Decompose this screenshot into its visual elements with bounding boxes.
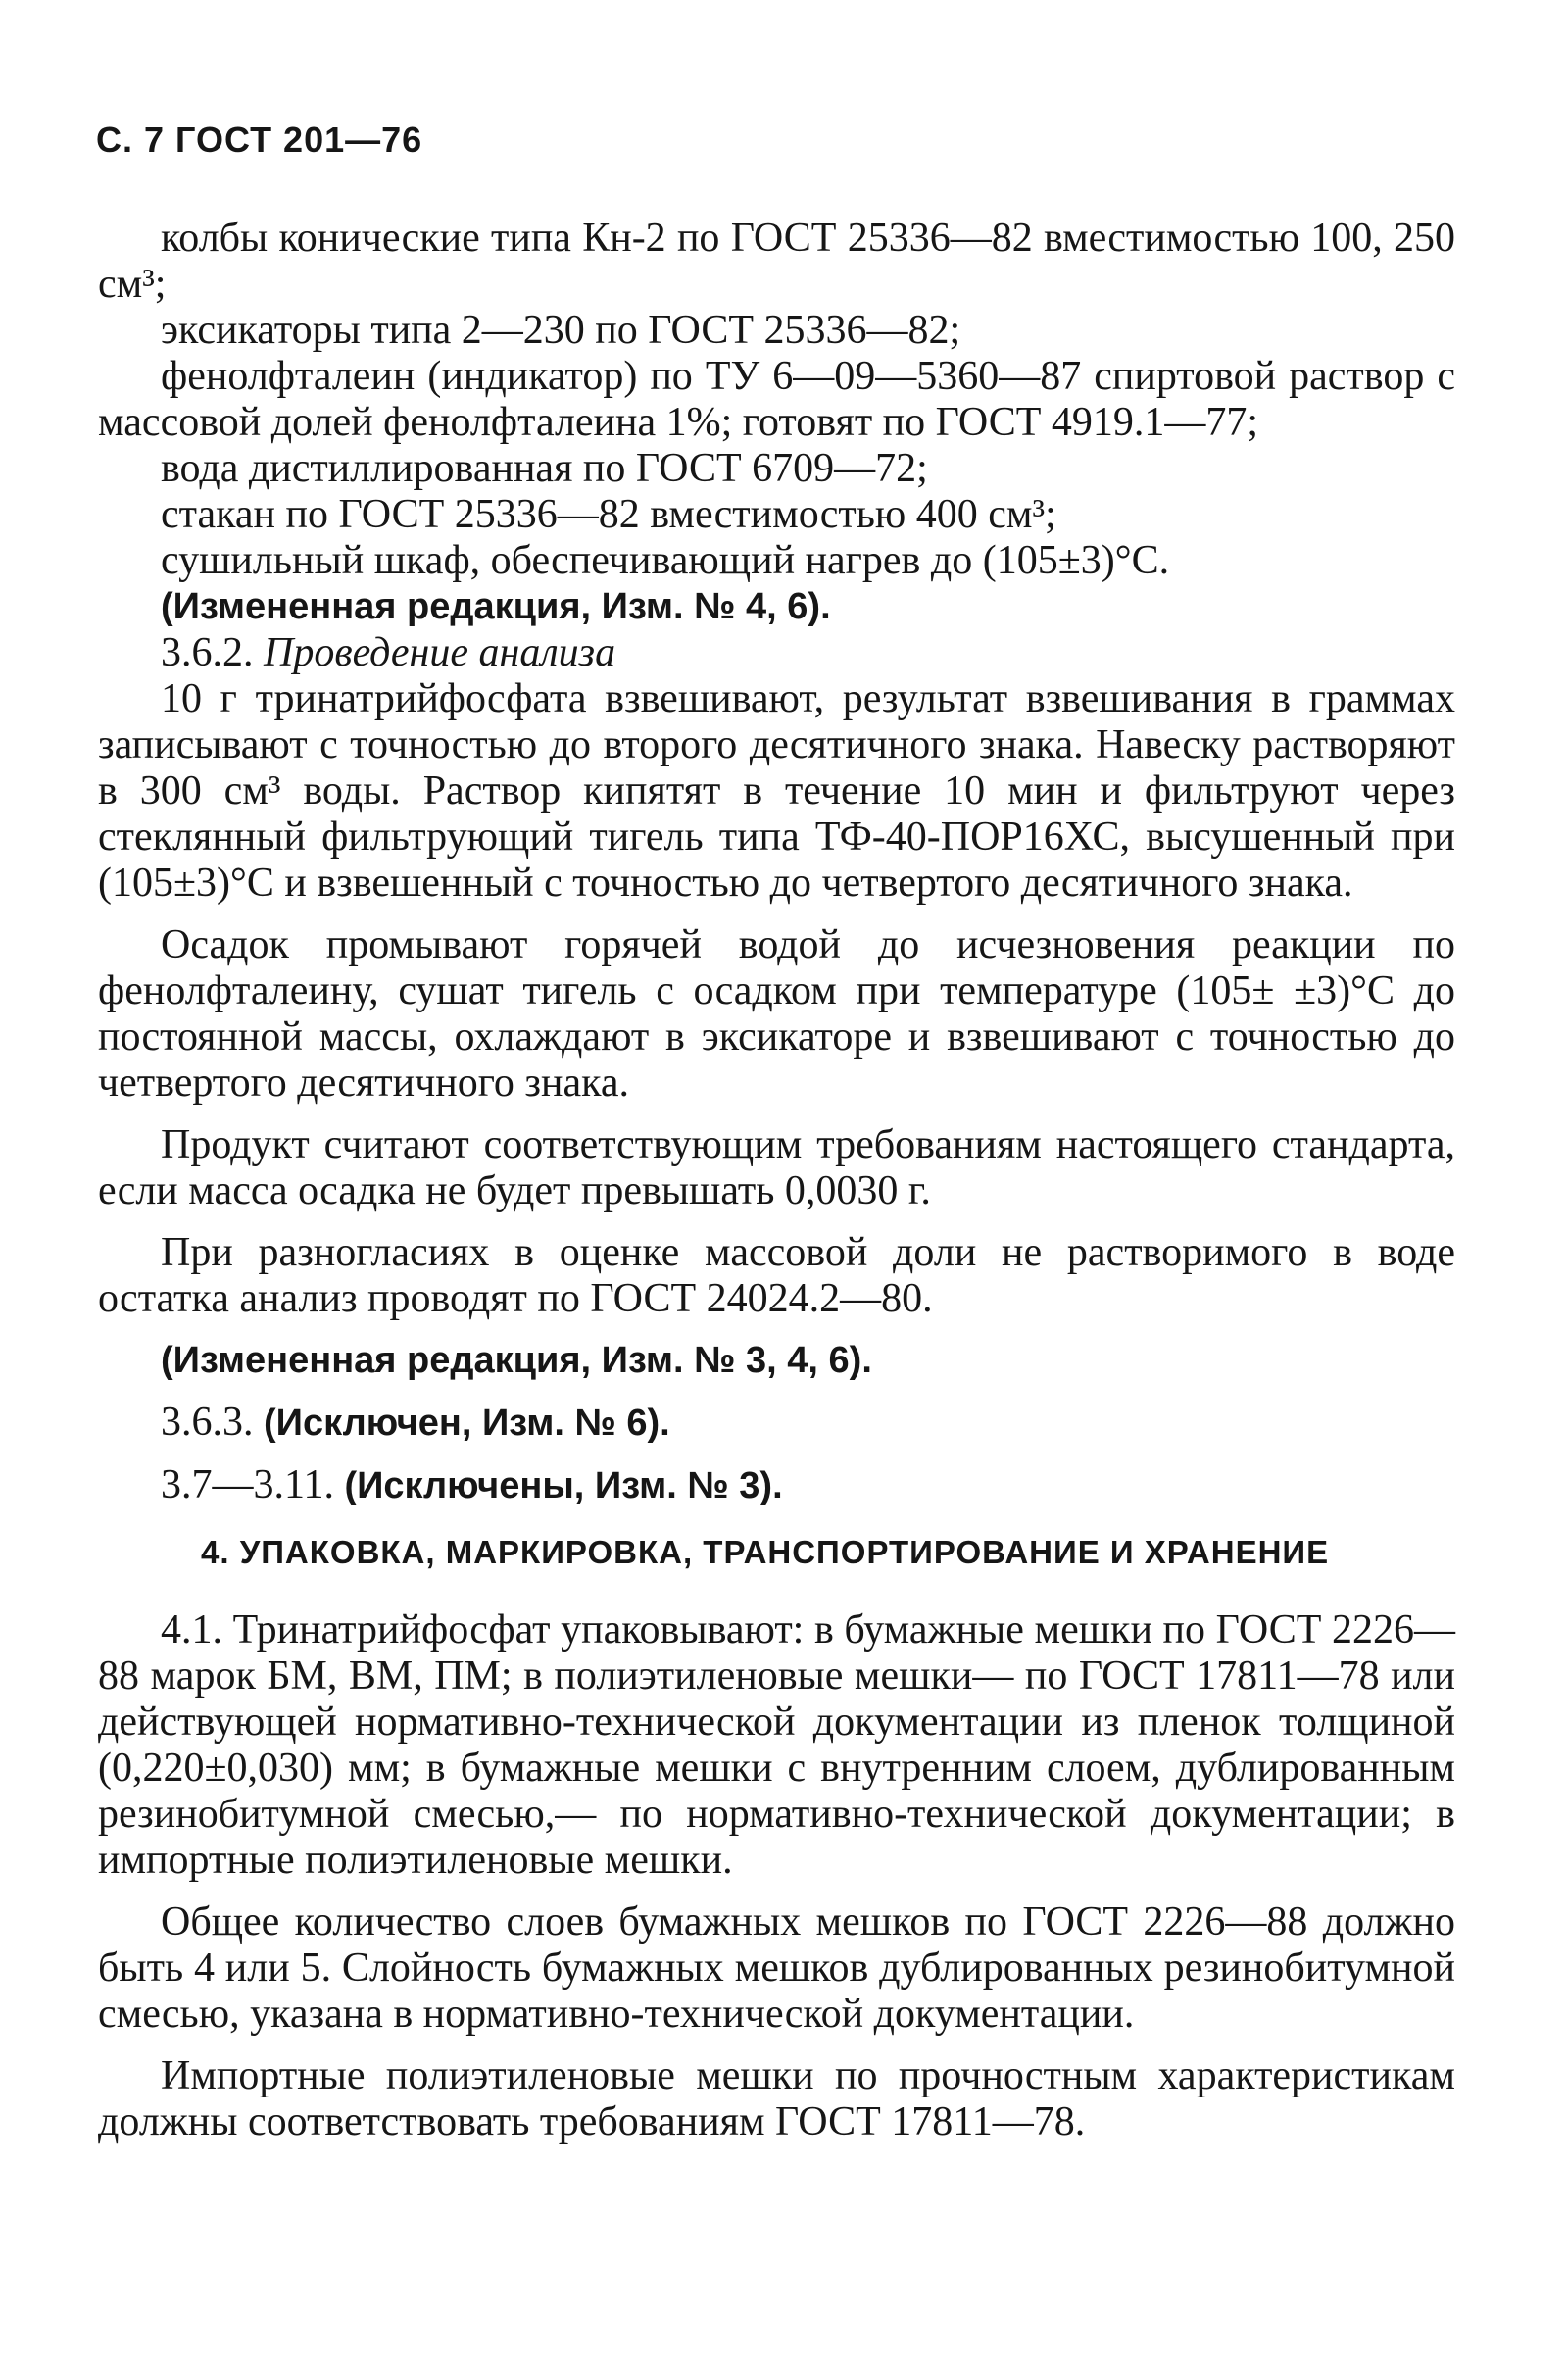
clause-title: Проведение анализа [264,630,616,675]
clause-text: (Исключены, Изм. № 3). [344,1465,783,1506]
revision-note: (Измененная редакция, Изм. № 4, 6). [161,586,831,627]
clause-number: 3.7—3.11. [161,1462,334,1507]
clause-line [98,1400,1455,1447]
clause-heading [98,630,1455,676]
clause-line [98,1462,1455,1509]
list-item: колбы конические типа Кн-2 по ГОСТ 25336—82 вместимостью 100, 250 см³; [98,216,1455,307]
list-item: сушильный шкаф, обеспечивающий нагрев до (105±3)°С. [161,538,1170,583]
paragraph: При разногласиях в оценке массовой доли не растворимого в воде остатка анализ проводят по ГОСТ 24024.2—80. [98,1230,1455,1321]
paragraph: Импортные полиэтиленовые мешки по прочностным характеристикам должны соответствовать требованиям ГОСТ 17811—78. [98,2053,1455,2145]
paragraph: Осадок промывают горячей водой до исчезновения реакции по фенолфталеину, сушат тигель с осадком при температуре (105± ±3)°С до постоянной массы, охлаждают в эксикаторе и взвешивают с точностью до четвертого десятичного знака. [98,922,1455,1106]
section4-body [98,1607,1455,2146]
clause-number: 3.6.3. [161,1400,254,1445]
revision-note: (Измененная редакция, Изм. № 3, 4, 6). [161,1340,872,1381]
materials-list [98,216,1455,1509]
clause-number: 3.6.2. [161,630,254,675]
list-item: эксикаторы типа 2—230 по ГОСТ 25336—82; [161,308,961,353]
paragraph: Общее количество слоев бумажных мешков по ГОСТ 2226—88 должно быть 4 или 5. Слойность бумажных мешков дублированных резинобитумной смесью, указана в нормативно-технической документации. [98,1899,1455,2037]
section-heading: 4. УПАКОВКА, МАРКИРОВКА, ТРАНСПОРТИРОВАНИЕ И ХРАНЕНИЕ [201,1534,1330,1570]
paragraph: 4.1. Тринатрийфосфат упаковывают: в бумажные мешки по ГОСТ 2226—88 марок БМ, ВМ, ПМ; в полиэтиленовые мешки— по ГОСТ 17811—78 или действующей нормативно-технической документации из пленок толщиной (0,220±0,030) мм; в бумажные мешки с внутренним слоем, дублированным резинобитумной смесью,— по нормативно-технической документации; в импортные полиэтиленовые мешки. [98,1607,1455,1883]
list-item: вода дистиллированная по ГОСТ 6709—72; [161,446,928,491]
list-item: стакан по ГОСТ 25336—82 вместимостью 400 см³; [161,492,1056,537]
list-item: фенолфталеин (индикатор) по ТУ 6—09—5360—87 спиртовой раствор с массовой долей фенолфталеина 1%; готовят по ГОСТ 4919.1—77; [98,354,1455,445]
clause-text: (Исключен, Изм. № 6). [264,1403,670,1444]
running-header: С. 7 ГОСТ 201—76 [96,120,423,160]
paragraph: Продукт считают соответствующим требованиям настоящего стандарта, если масса осадка не будет превышать 0,0030 г. [98,1122,1455,1213]
paragraph: 10 г тринатрийфосфата взвешивают, результат взвешивания в граммах записывают с точностью до второго десятичного знака. Навеску растворяют в 300 см³ воды. Раствор кипятят в течение 10 мин и фильтруют через стеклянный фильтрующий тигель типа ТФ-40-ПОР16ХС, высушенный при (105±3)°С и взвешенный с точностью до четвертого десятичного знака. [98,676,1455,906]
